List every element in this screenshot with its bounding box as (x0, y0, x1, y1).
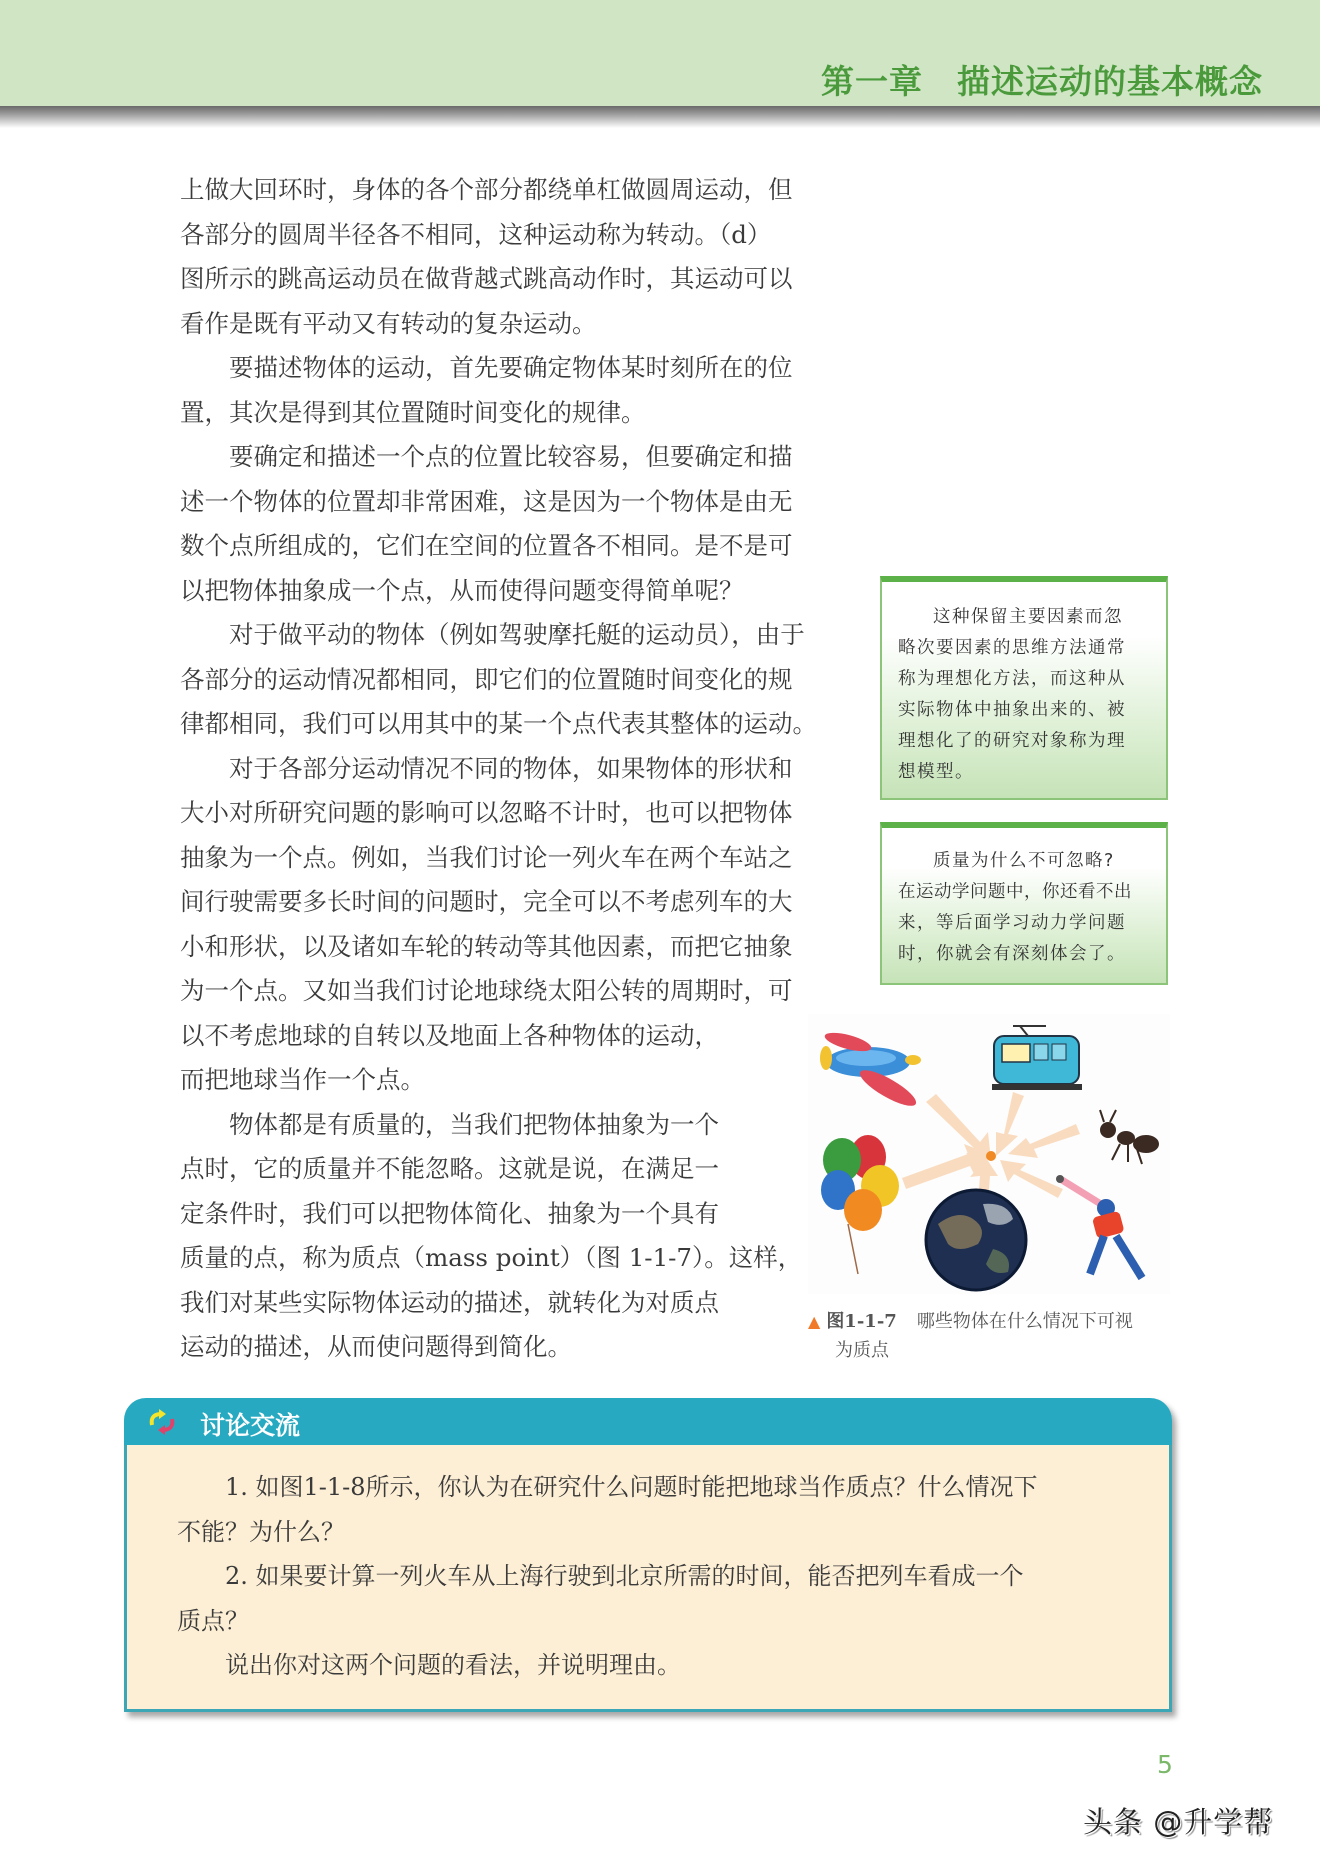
paragraph-2 (180, 346, 852, 435)
note-line: 时，你就会有深刻体会了。 (898, 944, 1126, 964)
text-line: 而把地球当作一个点。 (180, 1065, 425, 1094)
airplane-icon (820, 1029, 921, 1112)
text-line: 对于各部分运动情况不同的物体，如果物体的形状和 (229, 753, 793, 783)
note-line: 称为理想化方法，而这种从 (898, 669, 1126, 689)
mass-point-dot (986, 1151, 996, 1161)
note-line: 来，等后面学习动力学问题 (898, 913, 1126, 933)
paragraph-6 (180, 1103, 852, 1370)
discussion-body (124, 1445, 1172, 1712)
text-line: 运动的描述，从而使问题得到简化。 (180, 1332, 572, 1361)
watermark: 头条 @升学帮 (1083, 1805, 1274, 1839)
text-line: 各部分的运动情况都相同，即它们的位置随时间变化的规 (180, 664, 793, 694)
ant-icon (1100, 1110, 1158, 1164)
text-line: 要描述物体的运动，首先要确定物体某时刻所在的位 (229, 353, 793, 382)
earth-icon (926, 1190, 1026, 1290)
text-line: 上做大回环时，身体的各个部分都绕单杠做圆周运动，但 (180, 175, 793, 204)
text-line: 各部分的圆周半径各不相同，这种运动称为转动。（d） (180, 219, 772, 249)
text-line: 物体都是有质量的，当我们把物体抽象为一个 (229, 1109, 719, 1139)
text-line: 抽象为一个点。例如，当我们讨论一列火车在两个车站之 (180, 842, 793, 872)
text-line: 对于做平动的物体（例如驾驶摩托艇的运动员），由于 (229, 620, 805, 649)
caption-marker-icon: ▲ (808, 1312, 821, 1331)
text-line: 看作是既有平动又有转动的复杂运动。 (180, 308, 597, 338)
figure-number: 图1-1-7 (826, 1311, 897, 1332)
note-line: 想模型。 (898, 762, 974, 782)
discussion-item-1-cont: 不能？为什么？ (177, 1517, 345, 1546)
note-line: 质量为什么不可忽略? (933, 851, 1115, 871)
caption-text-line2: 为质点 (835, 1340, 889, 1361)
paragraph-4 (180, 613, 852, 747)
side-note-mass (880, 822, 1168, 985)
paragraph-3 (180, 435, 852, 613)
paragraph-1 (180, 168, 852, 346)
note-line: 理想化了的研究对象称为理 (898, 731, 1126, 751)
text-line: 质量的点，称为质点（mass point）（图 1-1-7）。这样， (180, 1243, 803, 1272)
figure-caption (808, 1307, 1180, 1365)
caption-text: 哪些物体在什么情况下可视 (916, 1311, 1133, 1332)
text-line: 我们对某些实际物体运动的描述，就转化为对质点 (180, 1287, 719, 1317)
note-line: 这种保留主要因素而忽 (933, 607, 1123, 627)
text-line: 大小对所研究问题的影响可以忽略不计时，也可以把物体 (180, 798, 793, 827)
header-shadow (0, 106, 1320, 128)
train-icon (992, 1026, 1082, 1090)
text-line: 小和形状，以及诸如车轮的转动等其他因素，而把它抽象 (180, 931, 793, 961)
text-line: 数个点所组成的，它们在空间的位置各不相同。是不是可 (180, 531, 793, 560)
text-line: 为一个点。又如当我们讨论地球绕太阳公转的周期时，可 (180, 976, 793, 1005)
note-line: 略次要因素的思维方法通常 (898, 638, 1126, 658)
text-line: 要确定和描述一个点的位置比较容易，但要确定和描 (229, 442, 793, 471)
text-line: 律都相同，我们可以用其中的某一个点代表其整体的运动。 (180, 709, 817, 738)
exchange-arrows-icon (148, 1409, 176, 1435)
discussion-header (124, 1398, 1172, 1445)
discussion-item-1: 1. 如图1-1-8所示，你认为在研究什么问题时能把地球当作质点？什么情况下 (225, 1473, 1038, 1501)
text-line: 置，其次是得到其位置随时间变化的规律。 (180, 397, 646, 427)
note-line: 在运动学问题中，你还看不出 (898, 882, 1132, 902)
page-number: 5 (1157, 1750, 1173, 1779)
discussion-box (124, 1398, 1172, 1712)
side-note-idealization (880, 576, 1168, 800)
discussion-item-2-cont: 质点？ (177, 1606, 249, 1635)
chapter-title: 第一章 描述运动的基本概念 (821, 62, 1263, 101)
speed-skater-icon (1056, 1175, 1142, 1278)
text-line: 间行驶需要多长时间的问题时，完全可以不考虑列车的大 (180, 887, 793, 916)
text-line: 述一个物体的位置却非常困难，这是因为一个物体是由无 (180, 486, 793, 516)
balloons-icon (821, 1135, 899, 1274)
figure-mass-point-illustration (808, 1014, 1170, 1294)
text-line: 以把物体抽象成一个点，从而使得问题变得简单呢？ (180, 575, 744, 605)
text-line: 点时，它的质量并不能忽略。这就是说，在满足一 (180, 1154, 719, 1183)
discussion-closing: 说出你对这两个问题的看法，并说明理由。 (225, 1651, 681, 1679)
text-line: 定条件时，我们可以把物体简化、抽象为一个具有 (180, 1198, 719, 1228)
main-body-text (180, 168, 852, 1370)
discussion-item-2: 2. 如果要计算一列火车从上海行驶到北京所需的时间，能否把列车看成一个 (225, 1562, 1024, 1590)
paragraph-5 (180, 747, 852, 1103)
note-line: 实际物体中抽象出来的、被 (898, 700, 1126, 720)
text-line: 图所示的跳高运动员在做背越式跳高动作时，其运动可以 (180, 264, 793, 293)
text-line: 以不考虑地球的自转以及地面上各种物体的运动， (180, 1020, 719, 1050)
discussion-title: 讨论交流 (200, 1411, 301, 1440)
